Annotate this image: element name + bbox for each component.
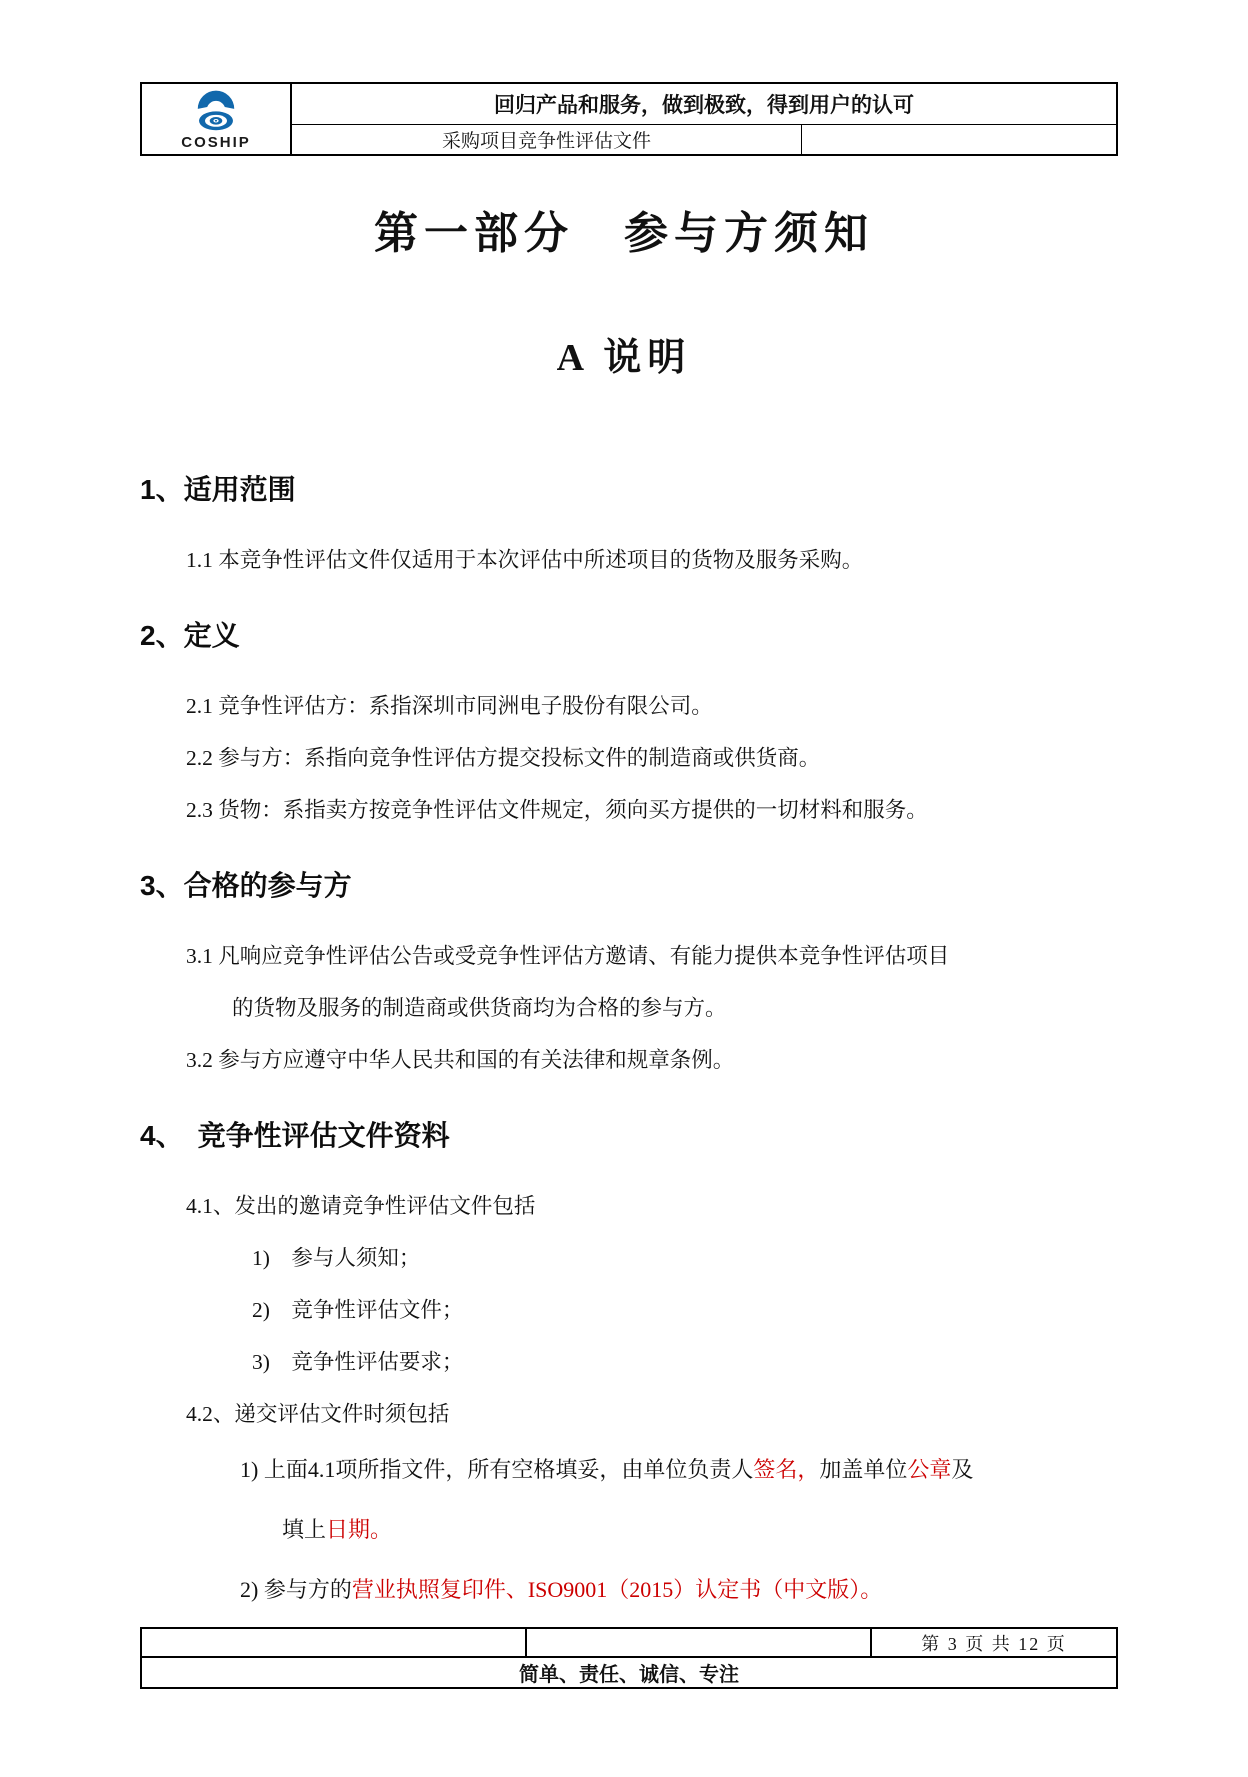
text-run: 填上: [282, 1517, 327, 1542]
page-footer: [140, 1627, 1118, 1689]
paragraph: [252, 1284, 1118, 1336]
paragraph: [186, 930, 1118, 1034]
document-body: [140, 470, 1118, 1620]
paragraph: [186, 1180, 1118, 1232]
paragraph: [186, 680, 1118, 732]
text-run: 4.2、递交评估文件时须包括: [186, 1402, 450, 1426]
header-second-row: [292, 125, 1116, 154]
header-empty-cell: [802, 125, 1116, 154]
text-run: 2) 参与方的: [240, 1577, 352, 1602]
page-number: 第 3 页 共 12 页: [921, 1633, 1067, 1654]
text-run: 3) 竞争性评估要求；: [252, 1350, 464, 1374]
highlight-red-text: 营业执照复印件、ISO9001（2015）认定书（中文版）。: [351, 1577, 883, 1602]
highlight-red-text: 公章: [907, 1457, 952, 1482]
paragraph: [186, 784, 1118, 836]
coship-logo: [142, 84, 292, 154]
section-heading: 2、定义: [140, 620, 240, 651]
text-run: 1) 上面4.1项所指文件，所有空格填妥，由单位负责人: [240, 1457, 754, 1482]
text-run: 3.2 参与方应遵守中华人民共和国的有关法律和规章条例。: [186, 1048, 735, 1072]
highlight-red-text: 日期。: [326, 1517, 393, 1542]
footer-motto: 简单、责任、诚信、专注: [142, 1656, 1116, 1687]
header-doc-type: 采购项目竞争性评估文件: [292, 125, 802, 154]
text-run: 1) 参与人须知；: [252, 1246, 421, 1270]
text-run: 及: [951, 1457, 974, 1482]
section-heading: 1、适用范围: [140, 474, 296, 505]
coship-eye-icon: [184, 90, 248, 134]
text-run: 2.2 参与方：系指向竞争性评估方提交投标文件的制造商或供货商。: [186, 746, 821, 770]
page-header: [140, 82, 1118, 156]
text-run: 的货物及服务的制造商或供货商均为合格的参与方。: [232, 996, 727, 1020]
document-subtitle: A 说明: [556, 337, 692, 379]
paragraph: [252, 1336, 1118, 1388]
text-run: 3.1 凡响应竞争性评估公告或受竞争性评估方邀请、有能力提供本竞争性评估项目: [186, 944, 950, 968]
text-run: 2.3 货物：系指卖方按竞争性评估文件规定，须向买方提供的一切材料和服务。: [186, 798, 928, 822]
paragraph: [252, 1232, 1118, 1284]
sections-container: [140, 470, 1118, 1620]
section-heading: 4、 竞争性评估文件资料: [140, 1120, 450, 1151]
paragraph: [186, 1388, 1118, 1440]
highlight-red-text: 签名，: [753, 1457, 820, 1482]
text-run: 加盖单位: [819, 1457, 908, 1482]
text-run: 2) 竞争性评估文件；: [252, 1298, 464, 1322]
footer-first-row: [142, 1629, 1116, 1656]
footer-empty-cell-1: [142, 1629, 527, 1656]
paragraph: [186, 732, 1118, 784]
paragraph: [186, 1034, 1118, 1086]
paragraph: [186, 534, 1118, 586]
text-run: 4.1、发出的邀请竞争性评估文件包括: [186, 1194, 536, 1218]
header-right-section: [292, 84, 1116, 154]
document-title: 第一部分 参与方须知: [374, 209, 874, 258]
header-slogan: 回归产品和服务，做到极致，得到用户的认可: [292, 84, 1116, 125]
paragraph: [240, 1440, 1118, 1560]
paragraph: [240, 1560, 1118, 1620]
footer-empty-cell-2: [527, 1629, 872, 1656]
coship-logo-text: COSHIP: [181, 134, 251, 151]
section-heading: 3、合格的参与方: [140, 870, 352, 901]
text-run: 2.1 竞争性评估方：系指深圳市同洲电子股份有限公司。: [186, 694, 713, 718]
text-run: 1.1 本竞争性评估文件仅适用于本次评估中所述项目的货物及服务采购。: [186, 548, 864, 572]
